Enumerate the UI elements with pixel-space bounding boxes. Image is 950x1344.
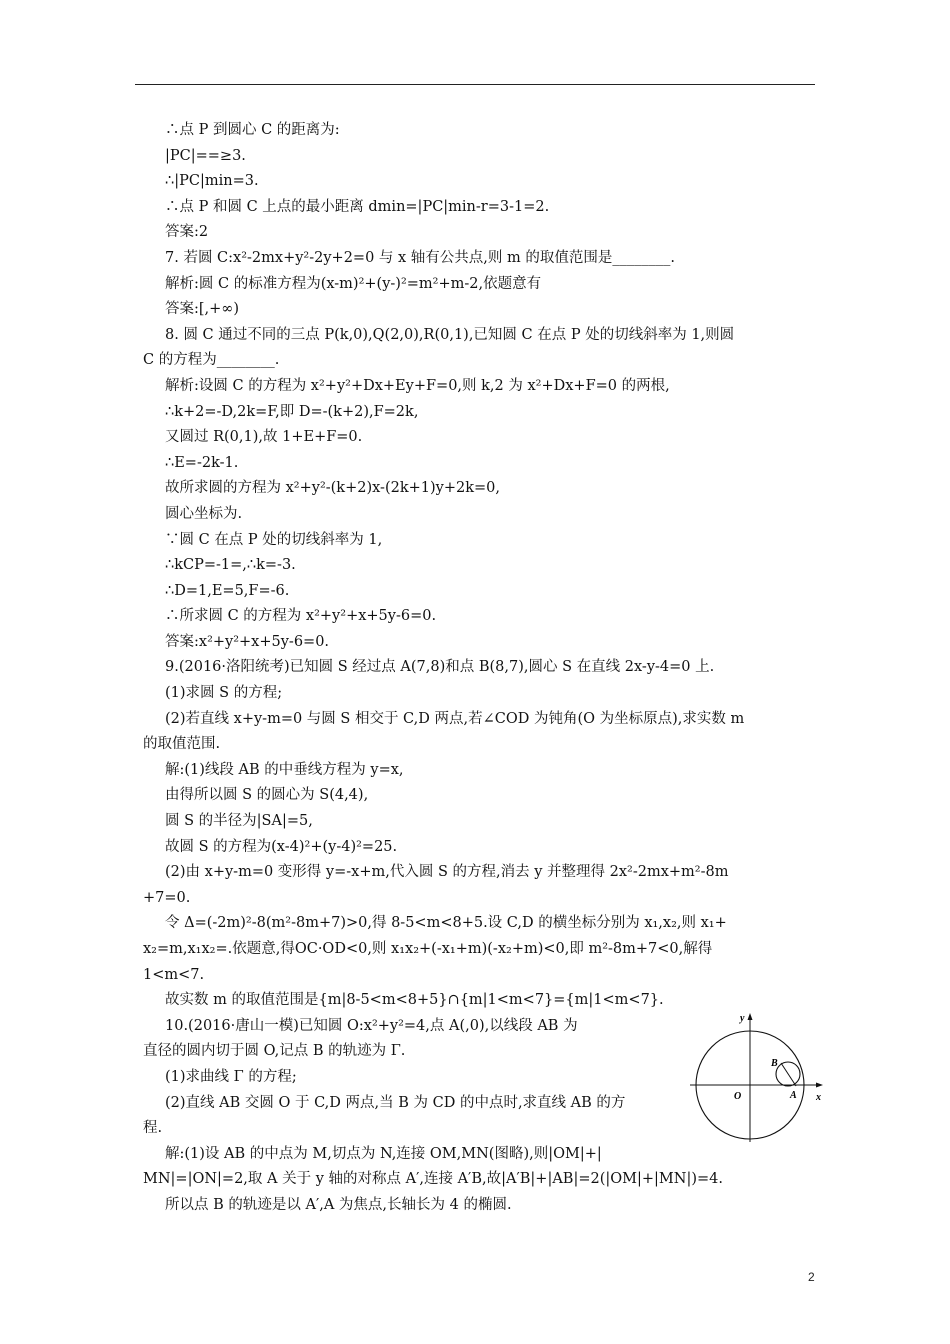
text-line: |PC|==≥3.: [165, 147, 246, 164]
text-line: 故所求圆的方程为 x²+y²-(k+2)x-(2k+1)y+2k=0,: [165, 480, 500, 497]
text-line: MN|=|ON|=2,取 A 关于 y 轴的对称点 A′,连接 A′B,故|A′B|+|AB|=2(|OM|+|MN|)=4.: [143, 1171, 723, 1188]
text-line: (2)由 x+y-m=0 变形得 y=-x+m,代入圆 S 的方程,消去 y 并整理得 2x²-2mx+m²-8m: [165, 864, 729, 881]
y-axis-arrow: [748, 1013, 753, 1020]
label-x: x: [816, 1092, 821, 1103]
label-b: B: [771, 1058, 778, 1069]
text-line: (1)求圆 S 的方程;: [165, 685, 283, 702]
text-line: ∴点 P 到圆心 C 的距离为:: [165, 122, 340, 138]
segment-ab: [781, 1063, 796, 1086]
header-rule: [135, 84, 815, 85]
text-line: ∵圆 C 在点 P 处的切线斜率为 1,: [165, 531, 383, 548]
text-line: ∴所求圆 C 的方程为 x²+y²+x+5y-6=0.: [165, 608, 437, 625]
text-line: ∴|PC|min=3.: [165, 173, 259, 190]
text-line: 令 Δ=(-2m)²-8(m²-8m+7)>0,得 8-5<m<8+5.设 C,D 的横坐标分别为 x₁,x₂,则 x₁+: [165, 915, 727, 932]
text-line: (2)若直线 x+y-m=0 与圆 S 相交于 C,D 两点,若∠COD 为钝角(O 为坐标原点),求实数 m: [165, 710, 745, 727]
text-line: 程.: [143, 1120, 163, 1137]
text-line: 所以点 B 的轨迹是以 A′,A 为焦点,长轴长为 4 的椭圆.: [165, 1196, 512, 1213]
text-line: 8. 圆 C 通过不同的三点 P(k,0),Q(2,0),R(0,1),已知圆 C 在点 P 处的切线斜率为 1,则圆: [165, 326, 735, 343]
text-line: ∴k+2=-D,2k=F,即 D=-(k+2),F=2k,: [165, 403, 419, 420]
text-line: ∴kCP=-1=,∴k=-3.: [165, 557, 296, 574]
text-line: 由得所以圆 S 的圆心为 S(4,4),: [165, 787, 369, 804]
text-line: 又圆过 R(0,1),故 1+E+F=0.: [165, 429, 363, 446]
text-line: 直径的圆内切于圆 O,记点 B 的轨迹为 Γ.: [143, 1043, 406, 1060]
text-line: 7. 若圆 C:x²-2mx+y²-2y+2=0 与 x 轴有公共点,则 m 的取值范围是________.: [165, 249, 675, 266]
label-y: y: [740, 1013, 745, 1024]
circle-figure: [688, 1010, 823, 1145]
text-line: 圆 S 的半径为|SA|=5,: [165, 813, 313, 830]
text-line: C 的方程为________.: [143, 352, 280, 369]
text-line: (2)直线 AB 交圆 O 于 C,D 两点,当 B 为 CD 的中点时,求直线 AB 的方: [165, 1094, 626, 1111]
text-line: ∴E=-2k-1.: [165, 454, 239, 471]
text-line: 故实数 m 的取值范围是{m|8-5<m<8+5}∩{m|1<m<7}={m|1<m<7}.: [165, 992, 664, 1009]
text-line: 答案:x²+y²+x+5y-6=0.: [165, 633, 330, 650]
text-line: +7=0.: [143, 889, 191, 906]
text-line: 圆心坐标为.: [165, 505, 243, 522]
page-number: 2: [808, 1270, 815, 1284]
text-line: ∴点 P 和圆 C 上点的最小距离 dmin=|PC|min-r=3-1=2.: [165, 198, 550, 215]
text-line: 答案:2: [165, 224, 209, 241]
text-line: 9.(2016·洛阳统考)已知圆 S 经过点 A(7,8)和点 B(8,7),圆心 S 在直线 2x-y-4=0 上.: [165, 659, 715, 676]
text-line: 1<m<7.: [143, 966, 205, 983]
text-line: (1)求曲线 Γ 的方程;: [165, 1068, 297, 1085]
text-line: 解:(1)设 AB 的中点为 M,切点为 N,连接 OM,MN(图略),则|OM|+|: [165, 1145, 602, 1162]
text-line: 答案:[,+∞): [165, 301, 240, 318]
circle-diagram: [688, 1010, 823, 1145]
label-origin: O: [734, 1091, 742, 1102]
text-line: x₂=m,x₁x₂=.依题意,得OC·OD<0,则 x₁x₂+(-x₁+m)(-x₂+m)<0,即 m²-8m+7<0,解得: [143, 941, 713, 957]
text-line: 解析:设圆 C 的方程为 x²+y²+Dx+Ey+F=0,则 k,2 为 x²+Dx+F=0 的两根,: [165, 377, 670, 394]
text-line: 故圆 S 的方程为(x-4)²+(y-4)²=25.: [165, 838, 398, 855]
text-line: 解:(1)线段 AB 的中垂线方程为 y=x,: [165, 761, 404, 778]
text-line: 解析:圆 C 的标准方程为(x-m)²+(y-)²=m²+m-2,依题意有: [165, 275, 542, 292]
text-line: ∴D=1,E=5,F=-6.: [165, 582, 290, 599]
label-a: A: [790, 1090, 797, 1101]
text-line: 10.(2016·唐山一模)已知圆 O:x²+y²=4,点 A(,0),以线段 AB 为: [165, 1017, 578, 1034]
x-axis-arrow: [816, 1083, 823, 1088]
text-line: 的取值范围.: [143, 736, 221, 753]
